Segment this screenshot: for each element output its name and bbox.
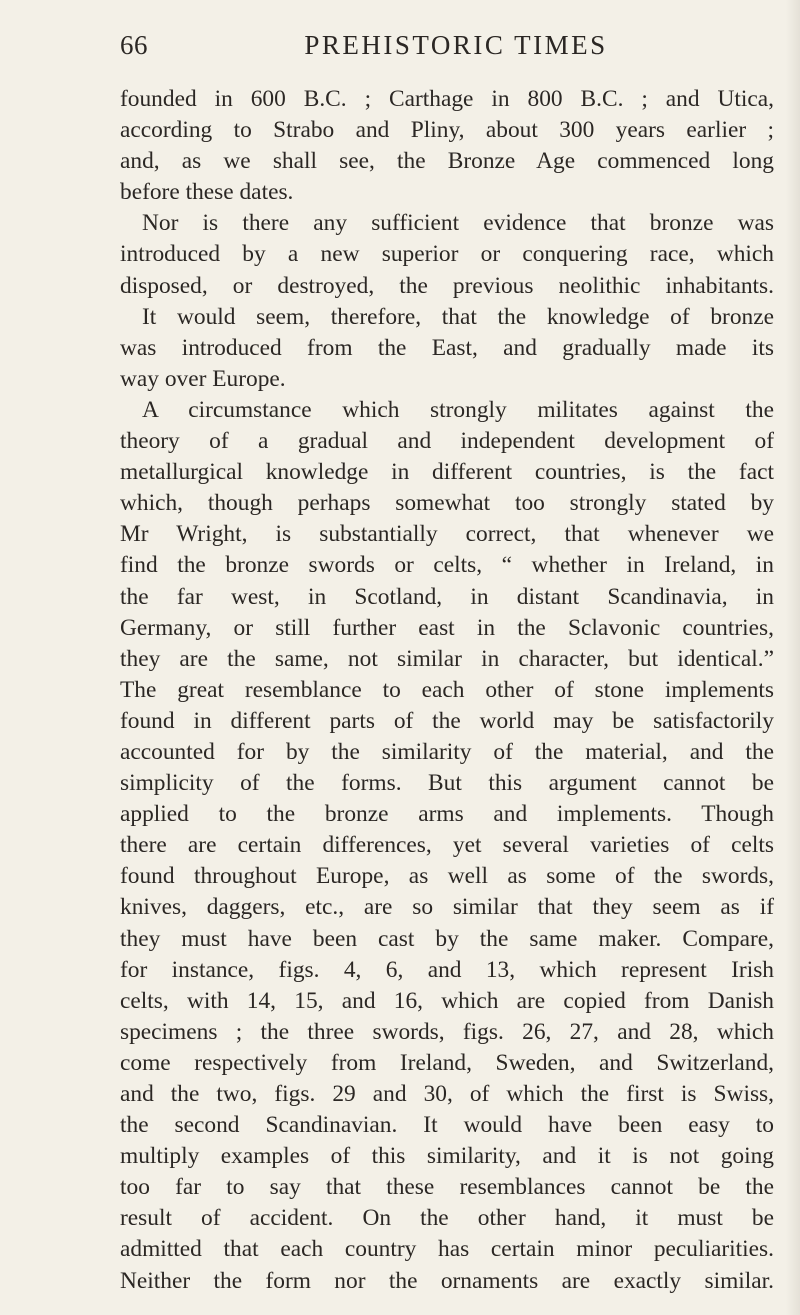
text-line: found throughout Europe, as well as some of the swords,: [120, 863, 774, 890]
text-line: disposed, or destroyed, the previous neolithic inhabitants.: [120, 272, 774, 299]
text-line: Nor is there any sufficient evidence that bronze was: [142, 210, 774, 237]
text-line: Mr Wright, is substantially correct, that whenever we: [120, 521, 774, 548]
text-line: way over Europe.: [120, 365, 286, 392]
text-line: knives, daggers, etc., are so similar that they seem as if: [120, 894, 774, 921]
text-line: Germany, or still further east in the Sclavonic countries,: [120, 614, 774, 641]
text-line: The great resemblance to each other of stone implements: [120, 676, 774, 703]
text-line: come respectively from Ireland, Sweden, and Switzerland,: [120, 1049, 774, 1076]
text-line: was introduced from the East, and gradually made its: [120, 334, 774, 361]
text-line: they must have been cast by the same maker. Compare,: [120, 925, 774, 952]
text-line: which, though perhaps somewhat too strongly stated by: [120, 490, 774, 517]
text-line: find the bronze swords or celts, “ whether in Ireland, in: [120, 552, 774, 579]
text-line: theory of a gradual and independent development of: [120, 428, 774, 455]
page-edge-shadow: [786, 0, 800, 1315]
text-line: Neither the form nor the ornaments are exactly similar.: [120, 1267, 774, 1294]
text-line: A circumstance which strongly militates against the: [142, 396, 774, 423]
text-line: specimens ; the three swords, figs. 26, 27, and 28, which: [120, 1018, 774, 1045]
body-text: [120, 84, 774, 1297]
text-line: metallurgical knowledge in different countries, is the fact: [120, 459, 774, 486]
text-line: for instance, figs. 4, 6, and 13, which represent Irish: [120, 956, 774, 983]
text-line: result of accident. On the other hand, it must be: [120, 1205, 774, 1232]
text-line: and, as we shall see, the Bronze Age commenced long: [120, 148, 774, 175]
text-line: simplicity of the forms. But this argument cannot be: [120, 770, 774, 797]
text-line: the far west, in Scotland, in distant Scandinavia, in: [120, 583, 774, 610]
text-line: It would seem, therefore, that the knowledge of bronze: [142, 303, 774, 330]
text-line: the second Scandinavian. It would have been easy to: [120, 1112, 774, 1139]
page-number: 66: [120, 30, 148, 60]
text-line: found in different parts of the world may be satisfactorily: [120, 707, 774, 734]
text-line: celts, with 14, 15, and 16, which are copied from Danish: [120, 987, 774, 1014]
text-line: admitted that each country has certain minor peculiarities.: [120, 1236, 774, 1263]
text-line: founded in 600 B.C. ; Carthage in 800 B.C. ; and Utica,: [120, 86, 774, 112]
text-line: accounted for by the similarity of the material, and the: [120, 738, 774, 765]
text-line: according to Strabo and Pliny, about 300 years earlier ;: [120, 117, 774, 144]
text-line: and the two, figs. 29 and 30, of which the first is Swiss,: [120, 1081, 774, 1107]
text-line: before these dates.: [120, 179, 294, 206]
running-head: [120, 30, 774, 64]
text-line: introduced by a new superior or conquering race, which: [120, 241, 774, 268]
text-line: applied to the bronze arms and implements. Though: [120, 801, 774, 828]
text-line: they are the same, not similar in character, but identical.”: [120, 645, 774, 672]
running-title: PREHISTORIC TIMES: [304, 30, 608, 60]
text-line: there are certain differences, yet several varieties of celts: [120, 832, 774, 859]
text-line: multiply examples of this similarity, and it is not going: [120, 1143, 774, 1170]
text-line: too far to say that these resemblances cannot be the: [120, 1174, 774, 1201]
